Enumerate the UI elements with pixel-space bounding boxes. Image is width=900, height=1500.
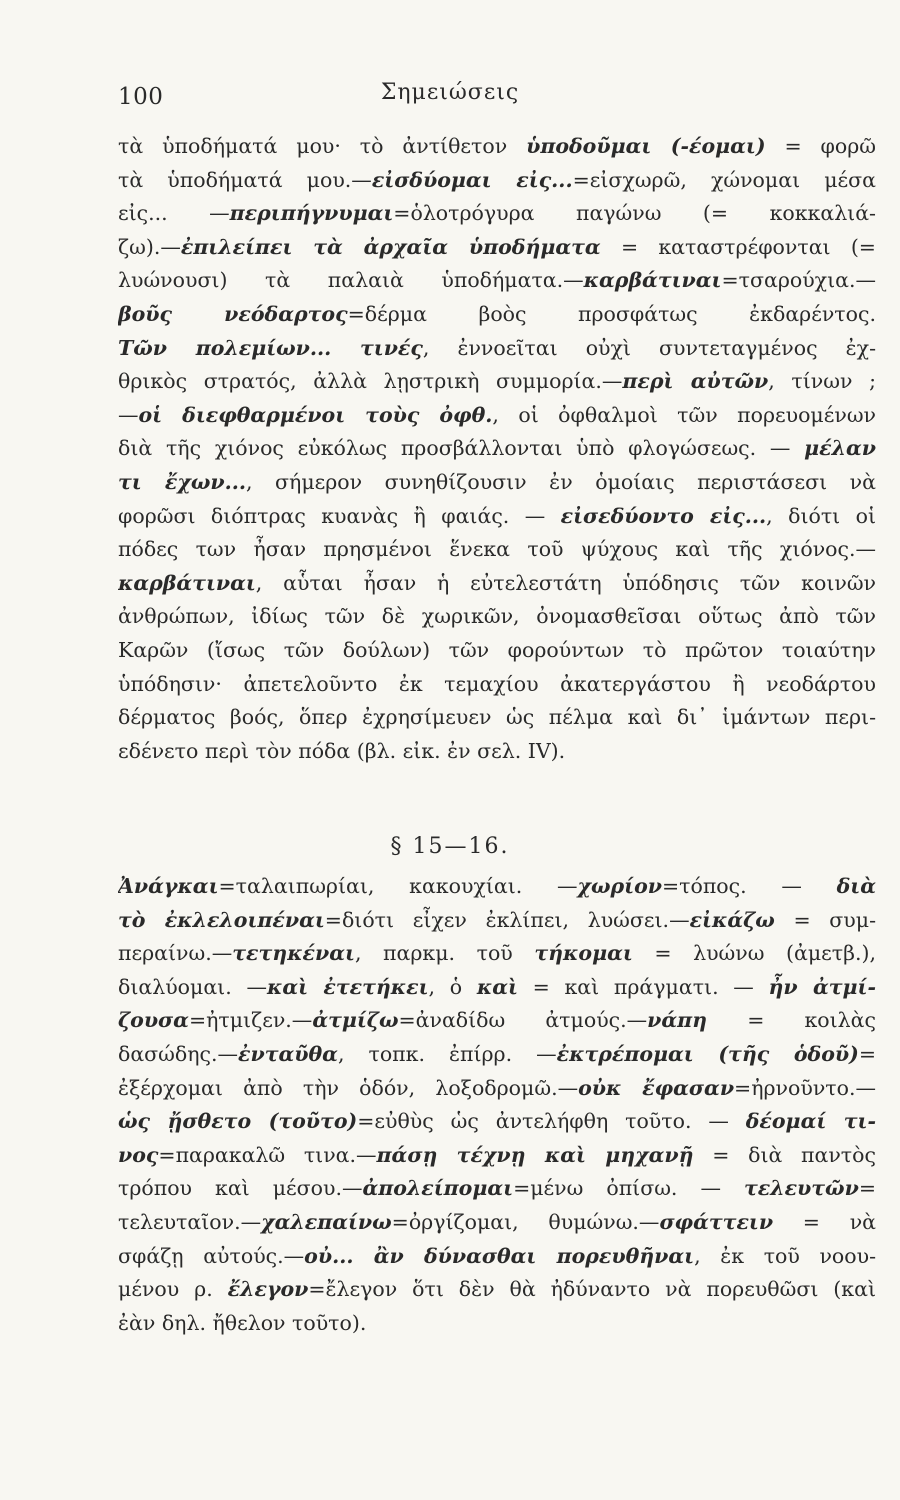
gloss-text: , αὗται ἦσαν ἡ εὐτελεστάτη ὑπόδησις τῶν κοινῶν — [255, 570, 876, 595]
gloss-text: = καταστρέφονται (= — [600, 234, 876, 259]
gloss-text: ἀνθρώπων, ἰδίως τῶν δὲ χωρικῶν, ὀνομασθεῖσαι οὕτως ἀπὸ τῶν — [118, 604, 876, 629]
text-line — [118, 1240, 876, 1274]
text-line — [118, 701, 876, 735]
text-line — [118, 432, 876, 466]
gloss-text: ὑπόδησιν· ἀπετελοῦντο ἐκ τεμαχίου ἀκατεργάστου ἢ νεοδάρτου — [118, 671, 876, 696]
gloss-text: , διότι οἱ — [766, 503, 876, 528]
lemma-term: ἐκτρέπομαι (τῆς ὁδοῦ) — [556, 1041, 859, 1066]
text-line — [118, 1105, 876, 1139]
lemma-term: σφάττειν — [659, 1209, 774, 1234]
lemma-term: περιπήγνυμαι — [229, 201, 394, 226]
lemma-term: χωρίον — [577, 874, 662, 898]
lemma-term: διὰ — [836, 874, 876, 898]
text-line — [118, 130, 876, 164]
gloss-text: =μένω ὀπίσω. — — [513, 1176, 744, 1201]
text-line — [118, 399, 876, 433]
gloss-text: , σήμερον συνηθίζουσιν ἐν ὁμοίαις περιστάσεσι νὰ — [245, 469, 876, 494]
lemma-term: περὶ αὐτῶν — [622, 369, 769, 394]
text-line — [118, 231, 876, 265]
gloss-text: τελευταῖον.— — [118, 1209, 262, 1234]
lemma-term: μέλαν — [804, 436, 876, 461]
gloss-text: = κοιλὰς — [707, 1008, 876, 1033]
gloss-text: = — [858, 1041, 876, 1066]
lemma-term: εἰσεδύοντο εἰς... — [560, 503, 767, 528]
text-line — [118, 500, 876, 534]
text-line — [118, 1172, 876, 1206]
gloss-text: λυώνουσι) τὰ παλαιὰ ὑποδήματα.— — [118, 268, 584, 293]
lemma-term: οὐκ ἔφασαν — [578, 1075, 735, 1100]
gloss-text: =ὁλοτρόγυρα παγώνω (= κοκκαλιά- — [393, 201, 876, 226]
text-line — [118, 1307, 876, 1341]
text-line — [118, 971, 876, 1005]
gloss-text: δέρματος βοός, ὅπερ ἐχρησίμευεν ὡς πέλμα καὶ δι᾿ ἱμάντων περι- — [118, 705, 876, 730]
gloss-text: διὰ τῆς χιόνος εὐκόλως προσβάλλονται ὑπὸ φλογώσεως. — — [118, 436, 805, 461]
text-line — [118, 870, 876, 904]
lemma-term: οὐ... ἂν δύνασθαι πορευθῆναι — [304, 1243, 695, 1268]
gloss-text: ζω).— — [118, 234, 181, 259]
text-line — [118, 298, 876, 332]
text-line — [118, 365, 876, 399]
lemma-term: εἰσδύομαι εἰς... — [371, 167, 573, 192]
lemma-term: δέομαί τι- — [745, 1109, 876, 1134]
text-line — [118, 533, 876, 567]
gloss-text: τὰ ὑποδήματά μου.— — [118, 167, 372, 192]
lemma-term: ἐπιλείπει τὰ ἀρχαῖα ὑποδήματα — [180, 234, 601, 259]
running-title: Σημειώσεις — [380, 80, 520, 105]
gloss-text: = — [858, 1176, 876, 1201]
lemma-term: ὑποδοῦμαι (-έομαι) — [526, 134, 766, 158]
gloss-text: περαίνω.— — [118, 941, 233, 966]
lemma-term: Ἀνάγκαι — [118, 874, 219, 898]
section-heading: § 15—16. — [390, 834, 510, 859]
lemma-term: νος — [118, 1142, 159, 1167]
gloss-text: , παρκμ. τοῦ — [354, 941, 535, 966]
lemma-term: χαλεπαίνω — [261, 1209, 392, 1234]
text-line — [118, 466, 876, 500]
lemma-term: ζουσα — [118, 1008, 189, 1033]
gloss-text: ἐξέρχομαι ἀπὸ τὴν ὁδόν, λοξοδρομῶ.— — [118, 1075, 579, 1100]
lemma-term: τὸ ἐκλελοιπέναι — [118, 907, 325, 932]
text-line — [118, 634, 876, 668]
gloss-text: , ὁ — [428, 974, 477, 999]
text-line — [118, 1139, 876, 1173]
gloss-text: φορῶσι διόπτρας κυανὰς ἢ φαιάς. — — [118, 503, 561, 528]
lemma-term: εἰκάζω — [689, 907, 775, 932]
gloss-text: =παρακαλῶ τινα.— — [158, 1142, 377, 1167]
gloss-text: , ἐκ τοῦ νοου- — [694, 1243, 876, 1268]
notes-block-1 — [118, 130, 876, 768]
gloss-text: = λυώνω (ἀμετβ.), — [632, 941, 876, 966]
text-line — [118, 197, 876, 231]
gloss-text: =ὀργίζομαι, θυμώνω.— — [391, 1209, 660, 1234]
text-line — [118, 735, 876, 769]
lemma-term: καρβάτιναι — [583, 268, 722, 293]
gloss-text: = συμ- — [774, 907, 876, 932]
lemma-term: ἐνταῦθα — [238, 1041, 338, 1066]
lemma-term: καρβάτιναι — [118, 570, 256, 595]
gloss-text: θρικὸς στρατός, ἀλλὰ λῃστρικὴ συμμορία.— — [118, 369, 623, 394]
gloss-text: τρόπου καὶ μέσου.— — [118, 1176, 363, 1201]
gloss-text: = διὰ παντὸς — [693, 1142, 876, 1167]
gloss-text: = καὶ πράγματι. — — [517, 974, 769, 999]
lemma-term: ἀτμίζω — [312, 1008, 399, 1033]
gloss-text: , τοπκ. ἐπίρρ. — — [337, 1041, 557, 1066]
gloss-text: δασώδης.— — [118, 1041, 239, 1066]
gloss-text: τὰ ὑποδήματά μου· τὸ ἀντίθετον — [118, 134, 527, 158]
gloss-text: εδένετο περὶ τὸν πόδα (βλ. εἰκ. ἐν σελ. IV). — [118, 738, 566, 763]
page-number: 100 — [118, 84, 164, 110]
gloss-text: διαλύομαι. — — [118, 974, 267, 999]
gloss-text: =ἠτμιζεν.— — [188, 1008, 313, 1033]
gloss-text: =τόπος. — — [661, 874, 837, 898]
lemma-term: ἦν ἀτμί- — [768, 974, 876, 999]
lemma-term: καὶ — [476, 974, 518, 999]
text-line — [118, 1072, 876, 1106]
gloss-text: =τσαρούχια.— — [721, 268, 876, 293]
lemma-term: τετηκέναι — [232, 941, 355, 966]
gloss-text: ἐὰν δηλ. ἤθελον τοῦτο). — [118, 1310, 367, 1335]
lemma-term: ἔλεγον — [227, 1277, 309, 1302]
lemma-term: οἱ διεφθαρμένοι τοὺς ὀφθ. — [138, 402, 493, 427]
lemma-term: καὶ ἐτετήκει — [266, 974, 429, 999]
gloss-text: πόδες των ἦσαν πρησμένοι ἕνεκα τοῦ ψύχους καὶ τῆς χιόνος.— — [118, 537, 876, 562]
text-line — [118, 1273, 876, 1307]
text-line — [118, 668, 876, 702]
text-line — [118, 164, 876, 198]
gloss-text: = φορῶ — [765, 134, 876, 158]
gloss-text: =εὐθὺς ὡς ἀντελήφθη τοῦτο. — — [357, 1109, 746, 1134]
gloss-text: σφάζῃ αὐτούς.— — [118, 1243, 305, 1268]
lemma-term: τι ἔχων... — [118, 469, 246, 494]
text-line — [118, 567, 876, 601]
lemma-term: ὡς ᾔσθετο (τοῦτο) — [118, 1109, 358, 1134]
text-line — [118, 1038, 876, 1072]
lemma-term: πάσῃ τέχνῃ καὶ μηχανῇ — [376, 1142, 694, 1167]
text-line — [118, 937, 876, 971]
gloss-text: , οἱ ὀφθαλμοὶ τῶν πορευομένων — [492, 402, 876, 427]
lemma-term: τελευτῶν — [743, 1176, 859, 1201]
lemma-term: νάπη — [647, 1008, 708, 1033]
text-line — [118, 1206, 876, 1240]
gloss-text: , τίνων ; — [768, 369, 876, 394]
gloss-text: , ἐννοεῖται οὐχὶ συντεταγμένος ἐχ- — [422, 335, 876, 360]
notes-block-2 — [118, 870, 876, 1340]
lemma-term: βοῦς νεόδαρτος — [118, 301, 348, 326]
gloss-text: μένου ρ. — [118, 1277, 228, 1302]
gloss-text: =διότι εἶχεν ἐκλίπει, λυώσει.— — [324, 907, 690, 932]
gloss-text: =δέρμα βοὸς προσφάτως ἐκδαρέντος. — [347, 301, 876, 326]
gloss-text: =εἰσχωρῶ, χώνομαι μέσα — [572, 167, 876, 192]
lemma-term: Τῶν πολεμίων... τινές — [118, 335, 423, 360]
gloss-text: =ταλαιπωρίαι, κακουχίαι. — — [218, 874, 578, 898]
gloss-text: =ἔλεγον ὅτι δὲν θὰ ἠδύναντο νὰ πορευθῶσι (καὶ — [308, 1277, 876, 1302]
text-line — [118, 600, 876, 634]
gloss-text: = νὰ — [773, 1209, 876, 1234]
gloss-text: =ἠρνοῦντο.— — [734, 1075, 876, 1100]
lemma-term: τήκομαι — [534, 941, 633, 966]
text-line — [118, 904, 876, 938]
gloss-text: =ἀναδίδω ἀτμούς.— — [398, 1008, 648, 1033]
text-line — [118, 264, 876, 298]
gloss-text: — — [118, 402, 139, 427]
gloss-text: εἰς... — — [118, 201, 230, 226]
text-line — [118, 1004, 876, 1038]
text-line — [118, 332, 876, 366]
gloss-text: Καρῶν (ἴσως τῶν δούλων) τῶν φορούντων τὸ πρῶτον τοιαύτην — [118, 637, 876, 662]
lemma-term: ἀπολείπομαι — [362, 1176, 514, 1201]
